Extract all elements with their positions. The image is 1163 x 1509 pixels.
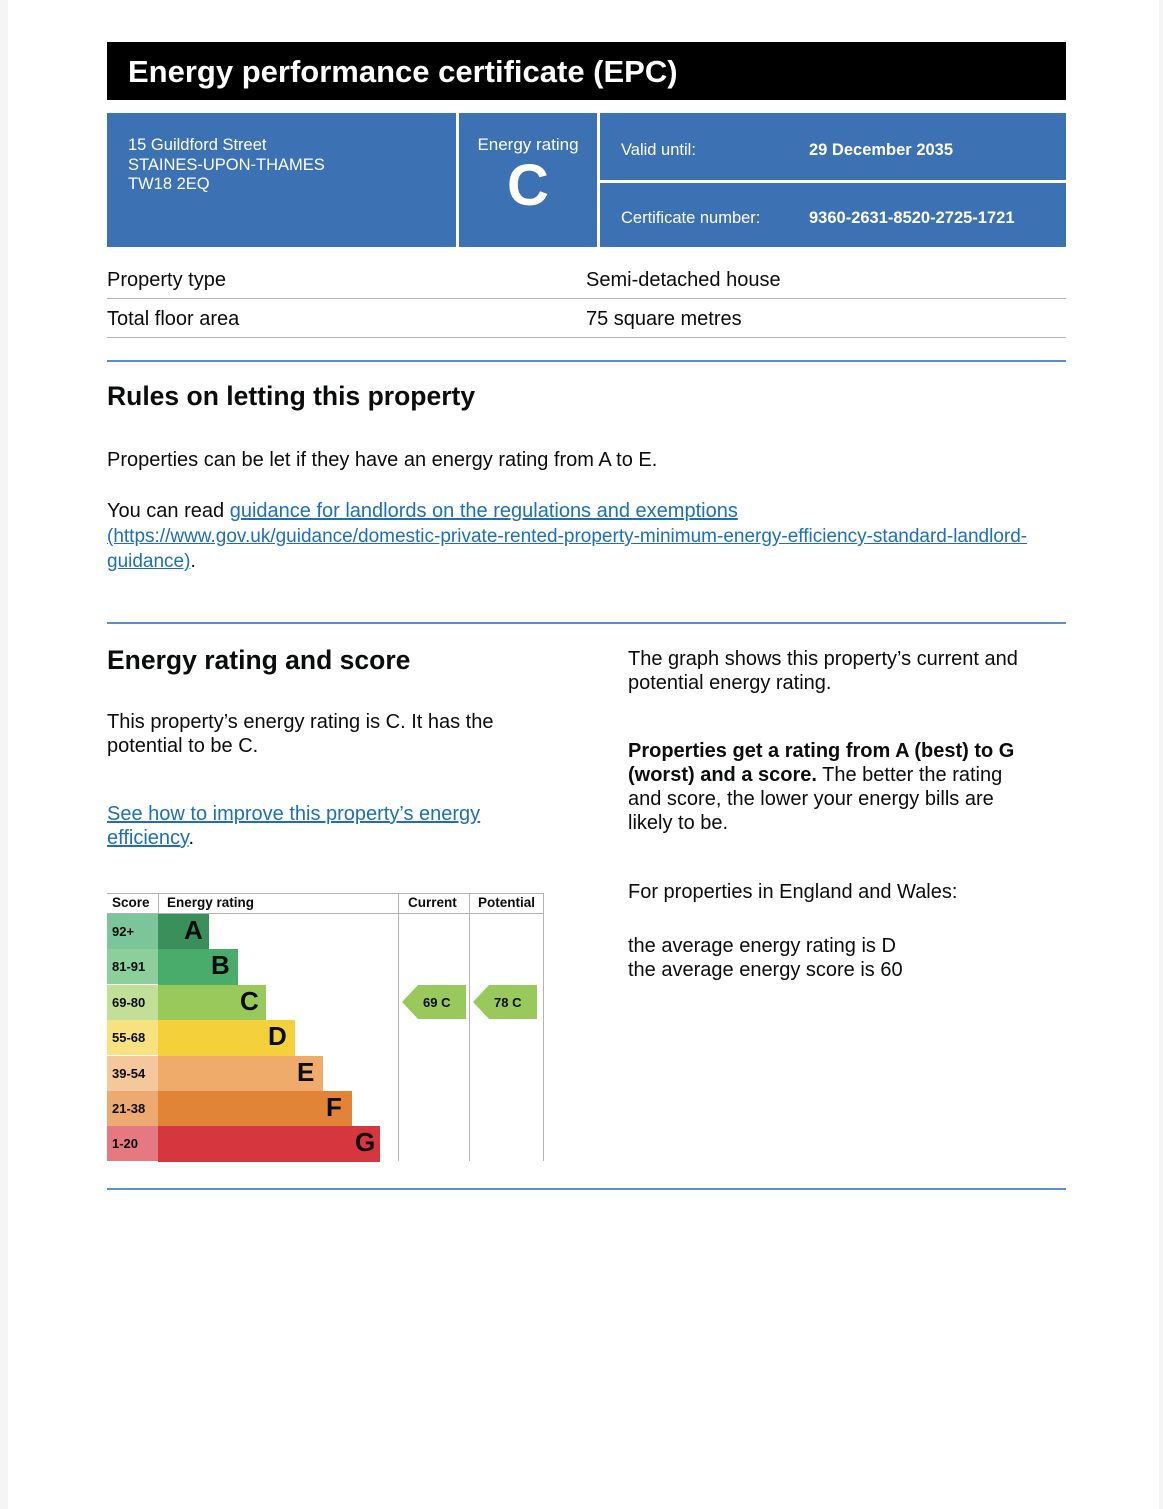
landlord-guidance-link[interactable]: guidance for landlords on the regulations and exemptions bbox=[229, 500, 738, 522]
valid-until-box bbox=[600, 113, 1066, 180]
band-score-f: 21-38 bbox=[107, 1091, 158, 1126]
graph-description bbox=[628, 647, 1058, 695]
rating-explanation bbox=[628, 739, 1058, 835]
letting-suffix: . bbox=[190, 551, 196, 572]
address-line-2: STAINES-UPON-THAMES bbox=[128, 155, 325, 174]
property-type-label: Property type bbox=[107, 269, 226, 291]
potential-rating-marker bbox=[473, 985, 537, 1019]
improve-efficiency-link-line-2[interactable]: efficiency bbox=[107, 827, 189, 849]
address-line-1: 15 Guildford Street bbox=[128, 136, 267, 154]
valid-until-value: 29 December 2035 bbox=[809, 141, 954, 159]
floor-area-value: 75 square metres bbox=[586, 308, 742, 330]
average-score: the average energy score is 60 bbox=[628, 959, 903, 981]
energy-rating-label: Energy rating bbox=[477, 135, 579, 154]
letting-para-2-prefix: You can read bbox=[107, 500, 230, 522]
band-score-a: 92+ bbox=[107, 914, 158, 949]
epc-page bbox=[8, 0, 1159, 1509]
averages bbox=[628, 934, 1058, 982]
rating-explanation-rest-3: likely to be. bbox=[628, 812, 729, 834]
band-letter-c: C bbox=[240, 985, 259, 1016]
band-letter-e: E bbox=[297, 1056, 315, 1087]
improve-link-suffix: . bbox=[188, 827, 195, 849]
valid-until-label: Valid until: bbox=[621, 141, 696, 159]
chart-header-current: Current bbox=[408, 895, 457, 910]
band-score-b: 81-91 bbox=[107, 949, 158, 984]
current-rating-label: 69 C bbox=[423, 995, 451, 1011]
rating-para bbox=[107, 710, 493, 758]
band-score-c: 69-80 bbox=[107, 985, 158, 1020]
chart-header-potential: Potential bbox=[478, 895, 536, 910]
average-rating: the average energy rating is D bbox=[628, 935, 896, 957]
energy-rating-chart bbox=[107, 893, 544, 1161]
property-type-row bbox=[107, 260, 1066, 299]
band-letter-d: D bbox=[268, 1021, 287, 1052]
certificate-number-label: Certificate number: bbox=[621, 209, 761, 227]
improve-link-block bbox=[107, 802, 480, 850]
certificate-number-value: 9360-2631-8520-2725-1721 bbox=[809, 209, 1015, 227]
rating-para-line-2: potential to be C. bbox=[107, 735, 259, 757]
landlord-guidance-url-line-1[interactable]: (https://www.gov.uk/guidance/domestic-private-rented-property-minimum-energy-efficiency-standard-landlord- bbox=[107, 526, 1028, 547]
chart-divider bbox=[543, 893, 544, 1161]
rating-heading: Energy rating and score bbox=[107, 645, 411, 675]
band-bar-f bbox=[158, 1091, 352, 1127]
address-block bbox=[107, 113, 456, 247]
certificate-number-box bbox=[600, 183, 1066, 247]
rating-explanation-rest-1: The better the rating bbox=[816, 764, 1003, 786]
letting-para-1: Properties can be let if they have an energy rating from A to E. bbox=[107, 449, 658, 471]
section-divider bbox=[107, 622, 1066, 624]
rating-explanation-bold-1: Properties get a rating from A (best) to G bbox=[628, 740, 1015, 762]
floor-area-row bbox=[107, 299, 1066, 338]
current-rating-marker bbox=[402, 985, 466, 1019]
section-divider bbox=[107, 360, 1066, 362]
band-score-g: 1-20 bbox=[107, 1126, 158, 1161]
page-title: Energy performance certificate (EPC) bbox=[107, 42, 1066, 100]
letting-para-2 bbox=[107, 499, 1066, 574]
potential-rating-label: 78 C bbox=[494, 995, 522, 1011]
energy-rating-value: C bbox=[507, 153, 549, 218]
region-label: For properties in England and Wales: bbox=[628, 881, 958, 903]
letting-heading: Rules on letting this property bbox=[107, 381, 476, 411]
chart-header-score: Score bbox=[112, 895, 150, 910]
chart-divider bbox=[469, 893, 470, 1161]
chart-header-rating: Energy rating bbox=[167, 895, 255, 910]
graph-description-line-1: The graph shows this property’s current and bbox=[628, 648, 1018, 670]
band-letter-a: A bbox=[184, 915, 203, 945]
band-score-e: 39-54 bbox=[107, 1056, 158, 1091]
band-letter-b: B bbox=[211, 950, 230, 981]
chart-divider bbox=[158, 893, 159, 914]
band-letter-f: F bbox=[326, 1092, 342, 1122]
band-score-d: 55-68 bbox=[107, 1020, 158, 1055]
section-divider bbox=[107, 1188, 1066, 1190]
rating-explanation-bold-2: (worst) and a score. bbox=[628, 764, 817, 786]
band-letter-g: G bbox=[355, 1127, 376, 1158]
energy-rating-box bbox=[459, 113, 597, 247]
landlord-guidance-url-line-2[interactable]: guidance) bbox=[107, 551, 191, 572]
chart-top-border bbox=[107, 893, 544, 894]
rating-para-line-1: This property’s energy rating is C. It has the bbox=[107, 711, 494, 733]
address-line-3: TW18 2EQ bbox=[128, 175, 210, 193]
improve-efficiency-link-line-1[interactable]: See how to improve this property’s energy bbox=[107, 803, 481, 825]
band-bar-g bbox=[158, 1126, 380, 1162]
rating-explanation-rest-2: and score, the lower your energy bills are bbox=[628, 788, 994, 810]
property-type-value: Semi-detached house bbox=[586, 269, 781, 291]
chart-divider bbox=[398, 893, 399, 1161]
graph-description-line-2: potential energy rating. bbox=[628, 672, 832, 694]
floor-area-label: Total floor area bbox=[107, 308, 240, 330]
